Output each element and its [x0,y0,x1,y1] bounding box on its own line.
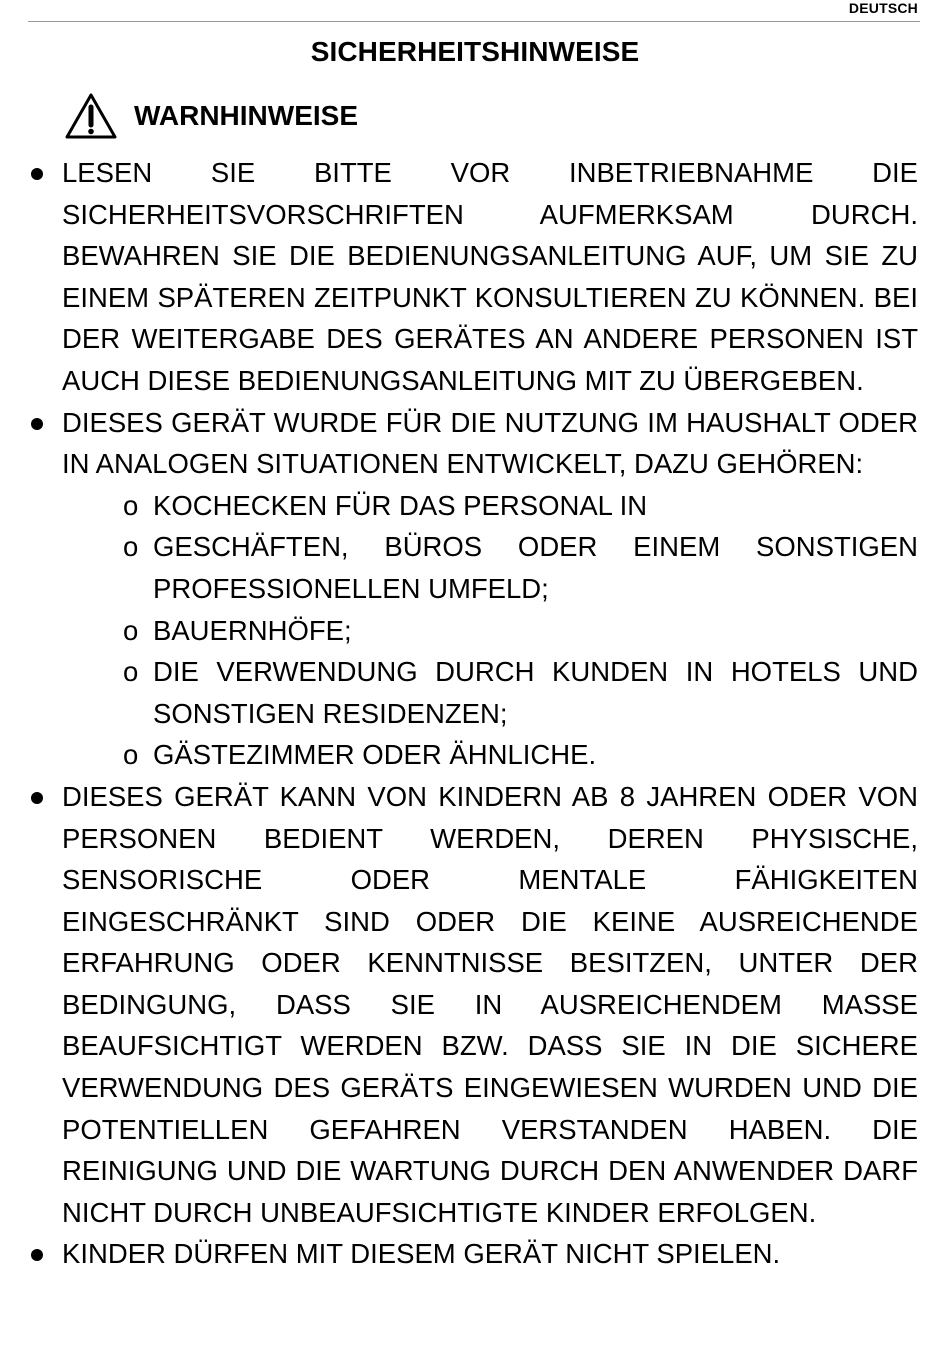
sub-list-item [123,526,918,609]
bullet-icon [31,1249,43,1261]
section-heading [64,92,358,140]
section-heading-text: WARNHINWEISE [134,100,358,131]
bullet-icon [31,418,43,430]
list-item [62,1233,918,1275]
circle-bullet-icon: o [123,531,139,563]
sub-list-item-text: KOCHECKEN FÜR DAS PERSONAL IN [153,489,648,521]
language-label: DEUTSCH [848,0,918,16]
circle-bullet-icon: o [123,656,139,688]
sub-list-item [123,651,918,734]
sub-list-item-text: GESCHÄFTEN, BÜROS ODER EINEM SONSTIGEN PROFESSIONELLEN UMFELD; [153,531,918,604]
sub-list-item [123,610,918,652]
bullet-icon [31,168,43,180]
list-item-text: DIESES GERÄT KANN VON KINDERN AB 8 JAHREN ODER VON PERSONEN BEDIENT WERDEN, DEREN PHYSISCHE, SENSORISCHE ODER MENTALE FÄHIGKEITEN EINGESCHRÄNKT SIND ODER DIE KEINE AUSREICHENDE ERFAHRUNG ODER KENNTNISSE BESITZEN, UNTER DER BEDINGUNG, DASS SIE IN AUSREICHENDEM MASSE BEAUFSICHTIGT WERDEN BZW. DASS SIE IN DIE SICHERE VERWENDUNG DES GERÄTS EINGEWIESEN WURDEN UND DIE POTENTIELLEN GEFAHREN VERSTANDEN HABEN. DIE REINIGUNG UND DIE WARTUNG DURCH DEN ANWENDER DARF NICHT DURCH UNBEAUFSICHTIGTE KINDER ERFOLGEN. [62,780,918,1228]
warning-triangle-icon [64,92,118,140]
list-item [62,402,918,776]
sub-list-item-text: GÄSTEZIMMER ODER ÄHNLICHE. [153,739,597,771]
sub-list-item-text: BAUERNHÖFE; [153,614,352,646]
circle-bullet-icon: o [123,739,139,771]
sub-list-item-text: DIE VERWENDUNG DURCH KUNDEN IN HOTELS UND SONSTIGEN RESIDENZEN; [153,656,918,729]
warning-list [62,152,918,1275]
list-item-text: LESEN SIE BITTE VOR INBETRIEBNAHME DIE SICHERHEITSVORSCHRIFTEN AUFMERKSAM DURCH. BEWAHREN SIE DIE BEDIENUNGSANLEITUNG AUF, UM SIE ZU EINEM SPÄTEREN ZEITPUNKT KONSULTIEREN ZU KÖNNEN. BEI DER WEITERGABE DES GERÄTES AN ANDERE PERSONEN IST AUCH DIESE BEDIENUNGSANLEITUNG MIT ZU ÜBERGEBEN. [62,157,918,396]
list-item [62,776,918,1234]
header-divider [28,21,920,22]
page-title: SICHERHEITSHINWEISE [310,36,640,67]
list-item-text: DIESES GERÄT WURDE FÜR DIE NUTZUNG IM HAUSHALT ODER IN ANALOGEN SITUATIONEN ENTWICKELT, DAZU GEHÖREN: [62,406,918,480]
list-item [62,152,918,402]
circle-bullet-icon: o [123,614,139,646]
sub-list-item [123,485,918,527]
bullet-icon [31,792,43,804]
circle-bullet-icon: o [123,489,139,521]
list-item-text: KINDER DÜRFEN MIT DIESEM GERÄT NICHT SPIELEN. [62,1238,781,1270]
sub-list-item [123,734,918,776]
sub-list [62,485,918,776]
